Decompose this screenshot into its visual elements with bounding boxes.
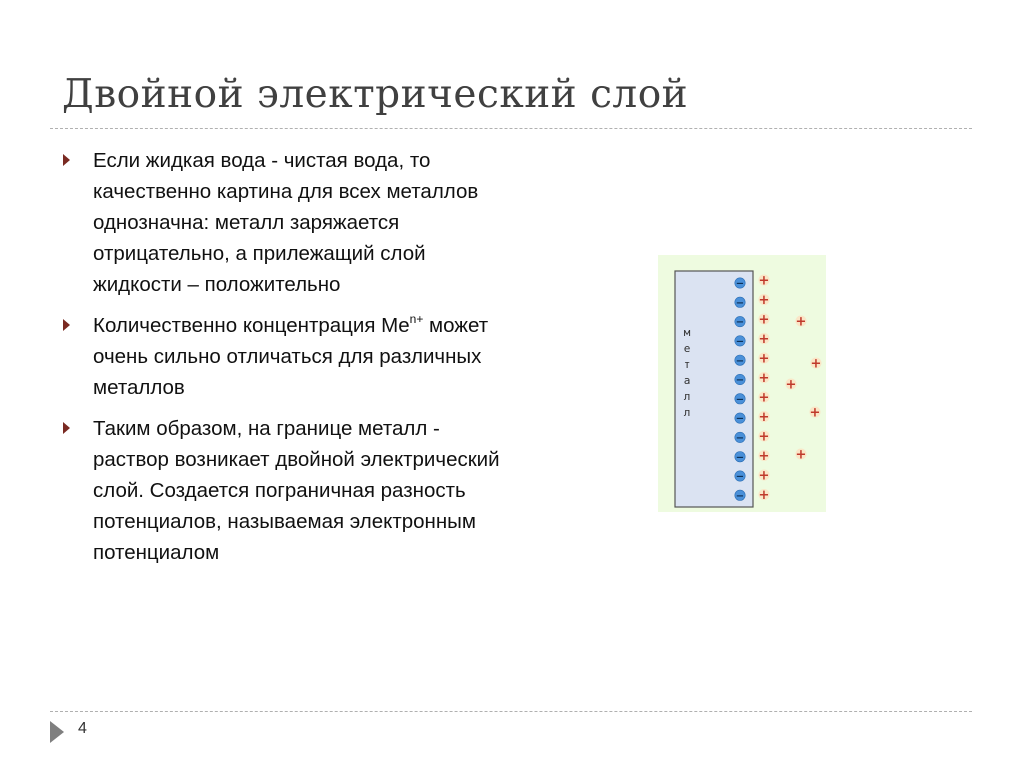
bullet-text: Если жидкая вода - чистая вода, то качественно картина для всех металлов однозначна: металл заряжается отрицательно, а прилежащий слой жидкости – положительно: [93, 149, 479, 296]
title-divider: [50, 128, 972, 129]
svg-text:−: −: [735, 433, 745, 444]
metal-label-letter: а: [683, 374, 691, 387]
cation-layer: [759, 274, 822, 504]
slide-nav-arrow-icon: [50, 721, 64, 743]
svg-text:+: +: [758, 293, 770, 308]
electron-icon: [735, 278, 745, 290]
double-layer-diagram-svg: [658, 255, 826, 512]
electron-icon: [735, 336, 745, 348]
electron-icon: [735, 355, 745, 367]
bullet-item: [62, 413, 512, 568]
svg-text:−: −: [735, 413, 745, 425]
svg-text:−: −: [735, 375, 745, 387]
cation-icon: [796, 448, 807, 463]
svg-text:−: −: [735, 317, 745, 329]
svg-text:−: −: [735, 278, 745, 290]
svg-text:−: −: [735, 471, 745, 483]
electron-icon: [735, 316, 745, 328]
cation-icon: [759, 274, 770, 289]
svg-text:+: +: [809, 405, 821, 421]
cation-icon: [759, 449, 770, 464]
svg-text:−: −: [735, 336, 745, 348]
cation-icon: [759, 469, 770, 484]
svg-text:+: +: [758, 449, 770, 464]
electron-icon: [735, 394, 745, 406]
cation-icon: [759, 352, 770, 367]
bullet-item: [62, 310, 512, 403]
bullet-text: Таким образом, на границе металл - раствор возникает двойной электрический слой. Создается пограничная разность потенциалов, называемая электронным потенциалом: [93, 417, 500, 564]
cation-icon: [810, 406, 821, 421]
metal-label-letter: л: [683, 406, 691, 419]
bullet-text: [93, 314, 488, 399]
bullet-list: [62, 145, 512, 578]
bullet-text-part: Количественно концентрация Me: [93, 314, 410, 337]
footer-divider: [50, 711, 972, 712]
cation-icon: [759, 430, 770, 445]
cation-icon: [759, 332, 770, 347]
bullet-text-part: может очень сильно отличаться для различных металлов: [93, 314, 489, 399]
svg-text:−: −: [735, 490, 745, 502]
svg-text:+: +: [785, 377, 797, 393]
svg-text:+: +: [758, 468, 770, 484]
triangle-bullet-icon: [63, 422, 70, 434]
svg-text:+: +: [758, 312, 770, 328]
svg-text:+: +: [758, 371, 770, 386]
electron-icon: [735, 452, 745, 464]
ion-charge-superscript: n+: [409, 312, 424, 327]
cation-icon: [759, 313, 770, 328]
svg-text:−: −: [735, 452, 745, 464]
svg-text:+: +: [795, 314, 807, 330]
electron-icon: [735, 471, 745, 483]
slide-title: Двойной электрический слой: [62, 72, 689, 117]
svg-text:+: +: [758, 351, 770, 367]
svg-text:−: −: [735, 297, 745, 309]
svg-text:+: +: [758, 488, 770, 503]
svg-text:+: +: [795, 447, 807, 463]
triangle-bullet-icon: [63, 154, 70, 166]
svg-text:−: −: [735, 394, 745, 406]
svg-text:+: +: [758, 429, 770, 445]
page-number: 4: [78, 720, 87, 737]
cation-icon: [811, 357, 822, 372]
electron-icon: [735, 432, 745, 444]
svg-text:+: +: [758, 410, 770, 425]
cation-icon: [759, 410, 770, 425]
electron-icon: [735, 490, 745, 502]
svg-text:+: +: [758, 273, 770, 289]
cation-icon: [759, 488, 770, 503]
metal-label-letter: м: [683, 326, 691, 339]
double-layer-diagram: [658, 255, 826, 512]
bullet-item: [62, 145, 512, 300]
cation-icon: [759, 371, 770, 386]
cation-icon: [759, 293, 770, 308]
svg-text:+: +: [810, 356, 822, 372]
metal-label-letter: е: [683, 342, 691, 355]
svg-text:−: −: [735, 355, 745, 367]
electron-icon: [735, 413, 745, 425]
svg-text:+: +: [758, 332, 770, 347]
metal-label-letter: т: [683, 358, 691, 371]
cation-icon: [759, 391, 770, 406]
electron-icon: [735, 297, 745, 309]
triangle-bullet-icon: [63, 319, 70, 331]
svg-text:+: +: [758, 390, 770, 406]
electron-icon: [735, 374, 745, 386]
cation-icon: [796, 315, 807, 330]
cation-icon: [786, 378, 797, 393]
metal-label-letter: л: [683, 390, 691, 403]
